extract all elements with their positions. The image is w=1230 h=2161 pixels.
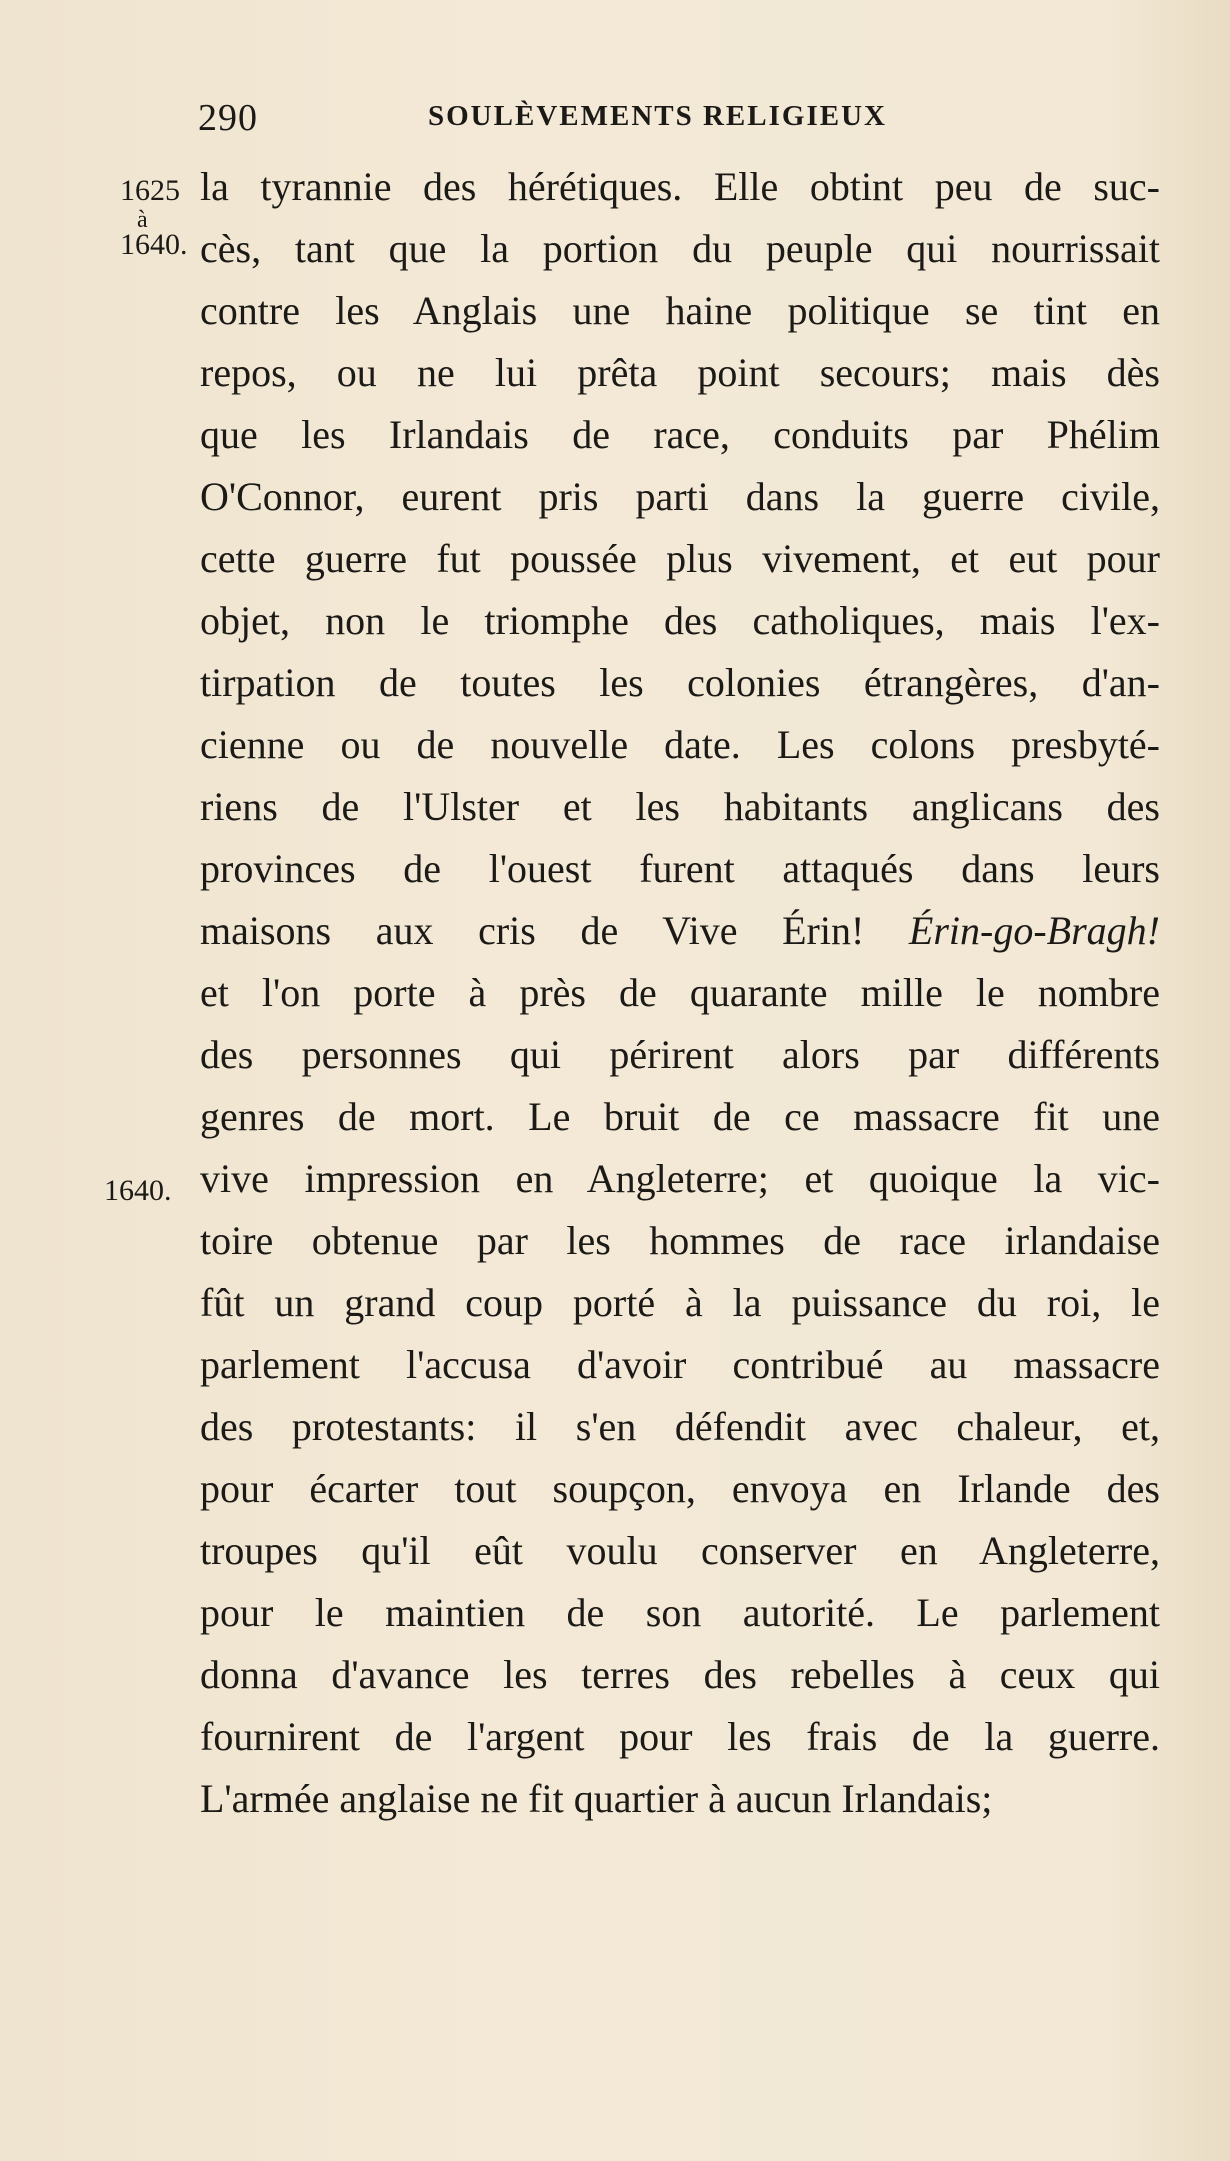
text-line-roman-part: maisons aux cris de Vive Érin! xyxy=(200,908,865,953)
text-line: O'Connor, eurent pris parti dans la guerre civile, xyxy=(200,474,1160,519)
margin-date-end: 1640. xyxy=(120,228,188,261)
text-line: que les Irlandais de race, conduits par Phélim xyxy=(200,412,1160,457)
text-line: fût un grand coup porté à la puissance du roi, le xyxy=(200,1280,1160,1325)
text-line: contre les Anglais une haine politique se tint en xyxy=(200,288,1160,333)
text-line: toire obtenue par les hommes de race irlandaise xyxy=(200,1218,1160,1263)
italic-phrase: Érin-go-Bragh! xyxy=(908,908,1160,953)
text-line: tirpation de toutes les colonies étrangères, d'an- xyxy=(200,660,1160,705)
text-line: L'armée anglaise ne fit quartier à aucun Irlandais; xyxy=(200,1776,993,1821)
text-line: la tyrannie des hérétiques. Elle obtint peu de suc- xyxy=(200,164,1160,209)
text-line: des protestants: il s'en défendit avec chaleur, et, xyxy=(200,1404,1160,1449)
text-line: riens de l'Ulster et les habitants anglicans des xyxy=(200,784,1160,829)
body-text xyxy=(200,156,1160,1830)
margin-date-start: 1625 xyxy=(120,174,180,207)
text-line: provinces de l'ouest furent attaqués dans leurs xyxy=(200,846,1160,891)
text-line: pour écarter tout soupçon, envoya en Irlande des xyxy=(200,1466,1160,1511)
text-line: cienne ou de nouvelle date. Les colons presbyté- xyxy=(200,722,1160,767)
text-line: cès, tant que la portion du peuple qui nourrissait xyxy=(200,226,1160,271)
margin-date-separator: à xyxy=(137,207,148,233)
text-line-with-italic xyxy=(200,900,1160,962)
text-line: genres de mort. Le bruit de ce massacre fit une xyxy=(200,1094,1160,1139)
text-line: objet, non le triomphe des catholiques, mais l'ex- xyxy=(200,598,1160,643)
text-line: pour le maintien de son autorité. Le parlement xyxy=(200,1590,1160,1635)
margin-date-1640: 1640. xyxy=(104,1174,172,1207)
running-title: SOULÈVEMENTS RELIGIEUX xyxy=(428,100,887,132)
text-line: parlement l'accusa d'avoir contribué au massacre xyxy=(200,1342,1160,1387)
text-line: cette guerre fut poussée plus vivement, et eut pour xyxy=(200,536,1160,581)
text-line: vive impression en Angleterre; et quoique la vic- xyxy=(200,1156,1160,1201)
text-line: repos, ou ne lui prêta point secours; mais dès xyxy=(200,350,1160,395)
text-line: des personnes qui périrent alors par différents xyxy=(200,1032,1160,1077)
text-line: et l'on porte à près de quarante mille le nombre xyxy=(200,970,1160,1015)
text-line: fournirent de l'argent pour les frais de la guerre. xyxy=(200,1714,1160,1759)
page-header xyxy=(198,96,958,146)
page-number: 290 xyxy=(198,97,258,139)
text-line: donna d'avance les terres des rebelles à ceux qui xyxy=(200,1652,1160,1697)
text-line: troupes qu'il eût voulu conserver en Angleterre, xyxy=(200,1528,1160,1573)
